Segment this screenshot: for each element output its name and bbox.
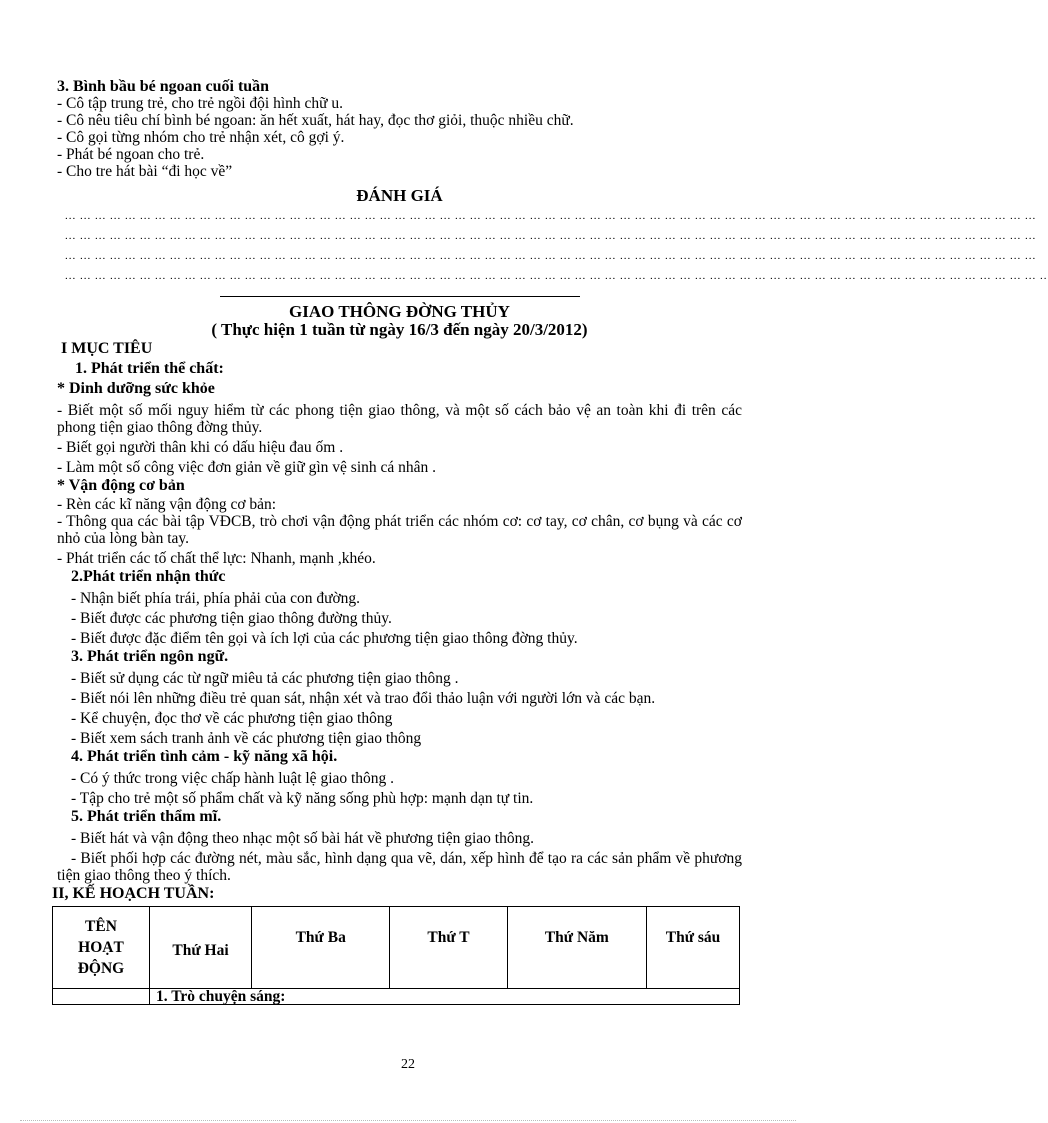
table-cell: 1. Trò chuyện sáng: xyxy=(149,989,739,1005)
text-line: - Cô gọi từng nhóm cho trẻ nhận xét, cô gợi ý. xyxy=(57,129,345,146)
subsection-heading: 2.Phát triển nhận thức xyxy=(71,568,226,585)
subsection-heading: * Dinh dưỡng sức khỏe xyxy=(57,380,215,397)
text-line: - Thông qua các bài tập VĐCB, trò chơi vận động phát triển các nhóm cơ: cơ tay, cơ chân, cơ bụng và các cơ nhỏ của lòng bàn tay. xyxy=(57,513,742,547)
table-cell xyxy=(53,989,150,1005)
table-header-cell: Thứ T xyxy=(390,907,507,989)
evaluation-block xyxy=(57,186,1048,286)
text-line: - Nhận biết phía trái, phía phải của con đường. xyxy=(71,590,361,607)
text-line: - Rèn các kĩ năng vận động cơ bản: xyxy=(57,496,277,513)
evaluation-heading: ĐÁNH GIÁ xyxy=(356,186,443,205)
table-header-cell: Thứ Ba xyxy=(252,907,390,989)
table-header-cell: Thứ Hai xyxy=(149,907,251,989)
section-weekly-evaluation xyxy=(57,78,742,180)
section-heading: 3. Bình bầu bé ngoan cuối tuần xyxy=(57,78,270,95)
text-line: - Biết được các phương tiện giao thông đường thủy. xyxy=(71,610,392,627)
subsection-heading: 4. Phát triển tình cảm - kỹ năng xã hội. xyxy=(71,748,338,765)
dotted-line: ... ... ... ... ... ... ... ... ... ... ... ... ... ... ... ... ... ... ... ... ... ... ... ... ... ... ... ... ... ... ... ... ... ... ... ... ... ... ... ... ... ... ... ... ... ... ... ... ... ... ... ... ... ... ... ... ... ... ... ... ... ... ... ... ... .. xyxy=(65,270,1048,282)
text-line: - Làm một số công việc đơn giản về giữ gìn vệ sinh cá nhân . xyxy=(57,459,437,476)
dotted-line: ... ... ... ... ... ... ... ... ... ... ... ... ... ... ... ... ... ... ... ... ... ... ... ... ... ... ... ... ... ... ... ... ... ... ... ... ... ... ... ... ... ... ... ... ... ... ... ... ... ... ... ... ... ... ... ... ... ... ... ... ... ... ... ... ... xyxy=(65,250,1037,262)
page-number: 22 xyxy=(401,1057,415,1072)
objectives-heading: I MỤC TIÊU xyxy=(61,340,153,357)
dotted-line: ... ... ... ... ... ... ... ... ... ... ... ... ... ... ... ... ... ... ... ... ... ... ... ... ... ... ... ... ... ... ... ... ... ... ... ... ... ... ... ... ... ... ... ... ... ... ... ... ... ... ... ... ... ... ... ... ... ... ... ... ... ... ... ... ... xyxy=(65,210,1037,222)
table-header-cell: TÊN HOẠT ĐỘNG xyxy=(53,907,150,989)
page-content xyxy=(52,78,1048,1005)
text-line: - Kể chuyện, đọc thơ về các phương tiện giao thông xyxy=(71,710,393,727)
topic-subtitle: ( Thực hiện 1 tuần từ ngày 16/3 đến ngày 20/3/2012) xyxy=(211,320,588,339)
text-line: - Cô tập trung trẻ, cho trẻ ngồi đội hình chữ u. xyxy=(57,95,344,112)
table-header-cell: Thứ sáu xyxy=(647,907,740,989)
text-line: - Biết một số mối nguy hiểm từ các phong tiện giao thông, và một số cách bảo vệ an toàn khi đi trên các phong tiện giao thông đờng thủy. xyxy=(57,402,742,436)
plan-heading: II, KẾ HOẠCH TUẦN: xyxy=(52,885,215,902)
table-header-cell: Thứ Năm xyxy=(507,907,646,989)
subsection-heading: 1. Phát triển thể chất: xyxy=(75,360,224,377)
weekly-plan-table xyxy=(52,906,740,1005)
text-line: - Biết phối hợp các đường nét, màu sắc, hình dạng qua vẽ, dán, xếp hình để tạo ra các sản phẩm về phương tiện giao thông theo ý thích. xyxy=(57,850,742,884)
table-row xyxy=(53,989,740,1005)
text-line: - Tập cho trẻ một số phẩm chất và kỹ năng sống phù hợp: mạnh dạn tự tin. xyxy=(71,790,534,807)
subsection-heading: 5. Phát triển thẩm mĩ. xyxy=(71,808,222,825)
objectives xyxy=(57,339,742,884)
text-line: - Biết nói lên những điều trẻ quan sát, nhận xét và trao đổi thảo luận với người lớn và các bạn. xyxy=(71,690,656,707)
text-line: - Biết gọi người thân khi có dấu hiệu đau ốm . xyxy=(57,439,344,456)
text-line: - Biết được đặc điểm tên gọi và ích lợi của các phương tiện giao thông đờng thủy. xyxy=(71,630,578,647)
topic-title: GIAO THÔNG ĐỜNG THỦY xyxy=(289,302,510,321)
subsection-heading: 3. Phát triển ngôn ngữ. xyxy=(71,648,229,665)
dotted-line: ... ... ... ... ... ... ... ... ... ... ... ... ... ... ... ... ... ... ... ... ... ... ... ... ... ... ... ... ... ... ... ... ... ... ... ... ... ... ... ... ... ... ... ... ... ... ... ... ... ... ... ... ... ... ... ... ... ... ... ... ... ... ... ... ... xyxy=(65,230,1037,242)
text-line: - Cô nêu tiêu chí bình bé ngoan: ăn hết xuất, hát hay, đọc thơ giỏi, thuộc nhiều chữ. xyxy=(57,112,574,129)
text-line: - Phát triển các tố chất thể lực: Nhanh, mạnh ,khéo. xyxy=(57,550,376,567)
text-line: - Có ý thức trong việc chấp hành luật lệ giao thông . xyxy=(71,770,395,787)
table-header-row xyxy=(53,907,740,989)
text-line: - Phát bé ngoan cho trẻ. xyxy=(57,146,205,163)
text-line: - Biết sử dụng các từ ngữ miêu tả các phương tiện giao thông . xyxy=(71,670,459,687)
subsection-heading: * Vận động cơ bản xyxy=(57,477,185,494)
separator-line xyxy=(220,296,580,297)
text-line: - Cho tre hát bài “đi học về” xyxy=(57,163,233,180)
text-line: - Biết xem sách tranh ảnh về các phương tiện giao thông xyxy=(71,730,422,747)
page-bottom-border xyxy=(20,1120,796,1121)
topic-header xyxy=(57,303,742,339)
text-line: - Biết hát và vận động theo nhạc một số bài hát về phương tiện giao thông. xyxy=(71,830,534,847)
